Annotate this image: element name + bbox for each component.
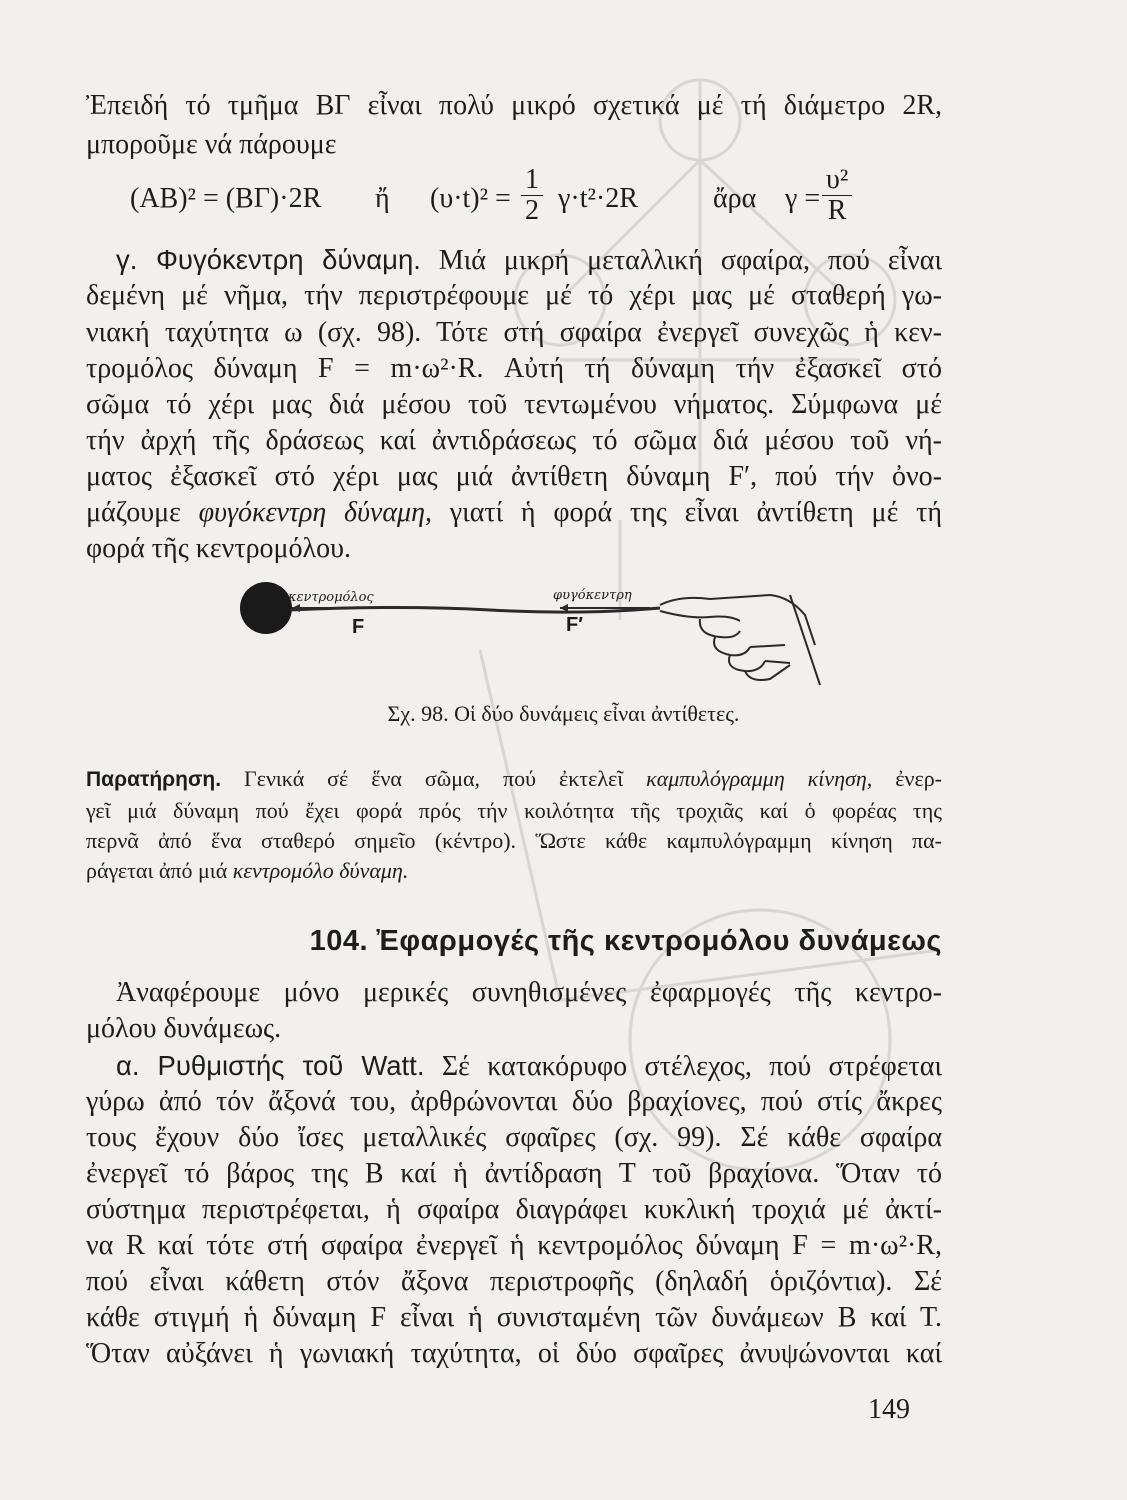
centripetal-acceleration-formula (130, 164, 890, 237)
section-alpha-line-5: σύστημα περιστρέφεται, ἡ σφαίρα διαγράφει κυκλική τροχιά μέ ἀκτί- (86, 1194, 942, 1225)
centripetal-force-term: κεντρομόλο δύναμη. (232, 858, 409, 883)
fraction-result-denominator: R (827, 195, 847, 226)
paragraph-1-line-1: Ἐπειδή τό τμῆμα ΒΓ εἶναι πολύ μικρό σχετικά μέ τή διάμετρο 2R, (86, 90, 942, 121)
formula-gamma-equals: γ = (785, 183, 821, 214)
formula-or: ἤ (375, 183, 390, 214)
fraction-one-half-denominator: 2 (525, 195, 539, 226)
section-alpha-line-1-text: Σέ κατακόρυφο στέλεχος, πού στρέφεται (441, 1051, 942, 1082)
remark-line-4 (86, 856, 942, 886)
figure-98-illustration (230, 575, 830, 695)
section-gamma-line-3: νιακή ταχύτητα ω (σχ. 98). Τότε στή σφαίρα ἐνεργεῖ συνεχῶς ἡ κεν- (86, 317, 942, 348)
section-gamma-line-5: σῶμα τό χέρι μας διά μέσου τοῦ τεντωμένου νήματος. Σύμφωνα μέ (86, 389, 942, 420)
section-gamma-line-8-start: μάζουμε (86, 497, 181, 528)
section-alpha-line-7: πού εἶναι κάθετη στόν ἄξονα περιστροφῆς (δηλαδή ὁριζόντια). Σέ (86, 1266, 942, 1297)
section-gamma-line-2: δεμένη μέ νῆμα, τήν περιστρέφουμε μέ τό χέρι μας μέ σταθερή γω- (86, 280, 942, 311)
section-gamma-title: γ. Φυγόκεντρη δύναμη. (116, 244, 421, 275)
section-gamma-line-1 (86, 242, 942, 279)
section-104-heading: 104. Ἐφαρμογές τῆς κεντρομόλου δυνάμεως (309, 925, 942, 957)
paragraph-1-line-2: μποροῦμε νά πάρουμε (86, 129, 337, 160)
force-f-prime-label: F′ (566, 614, 584, 636)
curvilinear-motion-term: καμπυλόγραμμη κίνηση, (646, 766, 873, 791)
section-alpha-line-4: ἐνεργεῖ τό βάρος της Β καί ἡ ἀντίδραση Τ τοῦ βραχίονα. Ὅταν τό (86, 1158, 942, 1189)
remark-title: Παρατήρηση. (86, 768, 222, 791)
force-f-label: F (352, 616, 365, 638)
fraction-one-half (521, 165, 543, 226)
centrifugal-force-term: φυγόκεντρη δύναμη, (198, 497, 432, 528)
remark-line-2: γεῖ μιά δύναμη πού ἔχει φορά πρός τήν κοιλότητα τῆς τροχιᾶς καί ὁ φορέας της (86, 798, 942, 823)
formula-part-2-right: γ·t²·2R (558, 183, 638, 214)
remark-line-1 (86, 764, 942, 795)
formula-part-1: (ΑΒ)² = (ΒΓ)·2R (130, 183, 322, 214)
section-gamma-line-7: ματος ἐξασκεῖ στό χέρι μας μιά ἀντίθετη δύναμη F′, πού τήν ὀνο- (86, 461, 942, 492)
section-gamma-line-1-text: Μιά μικρή μεταλλική σφαίρα, πού εἶναι (438, 245, 943, 276)
formula-part-2-left: (υ·t)² = (430, 183, 511, 214)
hand-drawing (660, 595, 820, 685)
remark-line-1-a: Γενικά σέ ἕνα σῶμα, πού ἐκτελεῖ (243, 766, 624, 791)
centripetal-label: κεντρομόλος (288, 590, 374, 605)
remark-line-4-a: ράγεται ἀπό μιά (86, 858, 228, 883)
fraction-one-half-numerator: 1 (521, 165, 543, 196)
section-alpha-line-2: γύρω ἀπό τόν ἄξονά του, ἀρθρώνονται δύο βραχίονες, πού στίς ἄκρες (86, 1086, 942, 1117)
formula-therefore: ἄρα (713, 183, 757, 214)
section-gamma-line-9: φορά τῆς κεντρομόλου. (86, 533, 351, 564)
remark-line-1-b: ἐνερ- (895, 766, 942, 791)
page-number: 149 (868, 1394, 910, 1425)
figure-98-caption: Σχ. 98. Οἱ δύο δυνάμεις εἶναι ἀντίθετες. (387, 701, 740, 726)
section-alpha-title: α. Ρυθμιστής τοῦ Watt. (116, 1050, 425, 1081)
section-gamma-line-6: τήν ἀρχή τῆς δράσεως καί ἀντιδράσεως τό σῶμα διά μέσου τοῦ νή- (86, 425, 942, 456)
section-104-intro-line-1: Ἀναφέρουμε μόνο μερικές συνηθισμένες ἐφαρμογές τῆς κεντρο- (116, 977, 942, 1008)
section-gamma-line-8 (86, 495, 942, 531)
section-alpha-line-1 (86, 1048, 942, 1085)
section-alpha-line-9: Ὅταν αὐξάνει ἡ γωνιακή ταχύτητα, οἱ δύο σφαῖρες ἀνυψώνονται καί (86, 1338, 942, 1369)
metal-sphere (240, 582, 292, 634)
fraction-result-numerator: υ² (822, 165, 852, 196)
remark-line-3: περνᾶ ἀπό ἕνα σταθερό σημεῖο (κέντρο). Ὥστε κάθε καμπυλόγραμμη κίνηση πα- (86, 828, 942, 853)
section-104-intro-line-2: μόλου δυνάμεως. (86, 1013, 282, 1044)
section-gamma-line-8-end: γιατί ἡ φορά της εἶναι ἀντίθετη μέ τή (449, 497, 942, 528)
section-alpha-line-3: τους ἔχουν δύο ἴσες μεταλλικές σφαῖρες (σχ. 99). Σέ κάθε σφαίρα (86, 1122, 942, 1153)
section-gamma-line-4: τρομόλος δύναμη F = m·ω²·R. Αὐτή τή δύναμη τήν ἐξασκεῖ στό (86, 353, 942, 384)
centrifugal-label: φυγόκεντρη (553, 588, 632, 603)
fraction-v-squared-over-r (822, 165, 852, 226)
section-alpha-line-8: κάθε στιγμή ἡ δύναμη F εἶναι ἡ συνισταμένη τῶν δυνάμεων Β καί Τ. (86, 1302, 942, 1333)
section-alpha-line-6: να R καί τότε στή σφαίρα ἐνεργεῖ ἡ κεντρομόλος δύναμη F = m·ω²·R, (86, 1230, 942, 1261)
